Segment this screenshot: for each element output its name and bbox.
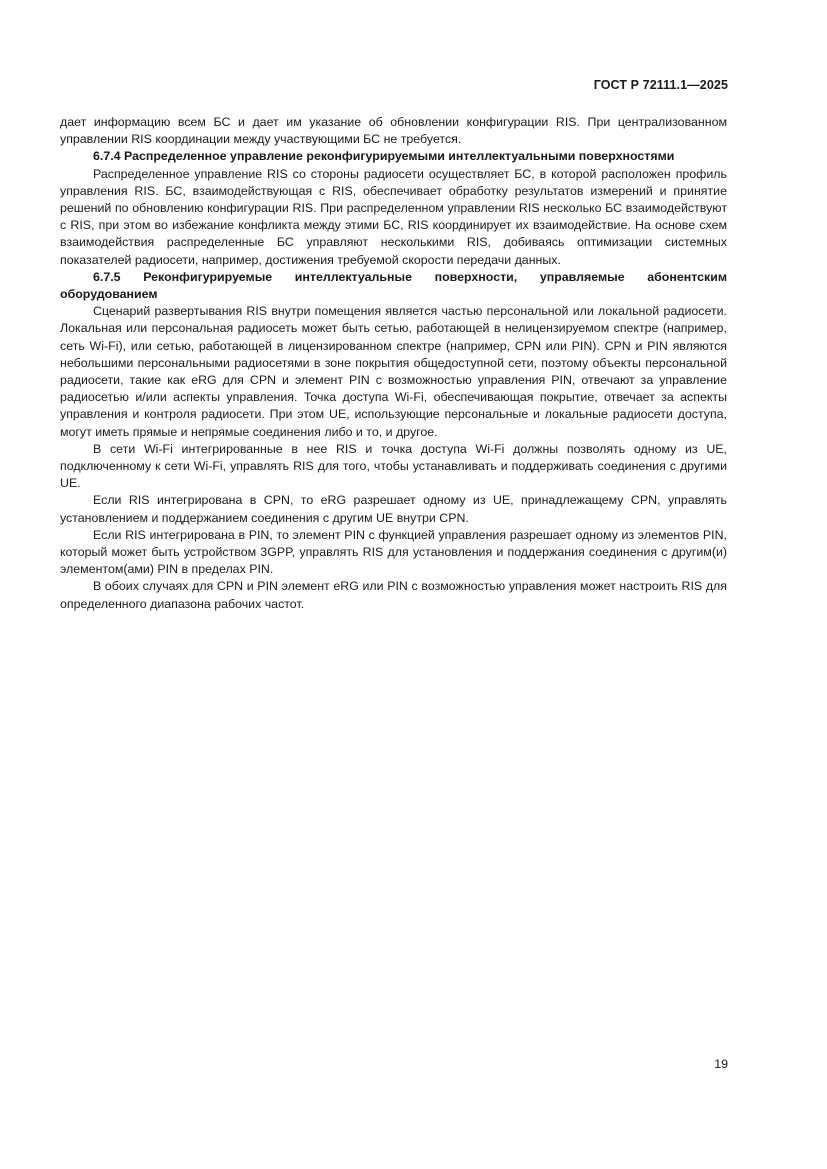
document-body (60, 114, 727, 613)
section-heading-6-7-4: 6.7.4 Распределенное управление реконфигурируемыми интеллектуальными поверхностями (93, 149, 675, 164)
paragraph-6-7-4-1: Распределенное управление RIS со стороны радиосети осуществляет БС, в которой расположен профиль управления RIS. БС, взаимодействующая с RIS, обеспечивает обработку результатов измерений и принятие решений по обновлению конфигурации RIS. При распределенном управлении RIS несколько БС взаимодействуют с RIS, при этом во избежание конфликта между этими БС, RIS координирует их взаимодействие. На основе схем взаимодействия распределенные БС управляют несколькими RIS, добиваясь оптимизации системных показателей радиосети, например, достижения требуемой скорости передачи данных. (60, 166, 727, 267)
document-header-id: ГОСТ Р 72111.1—2025 (593, 78, 728, 92)
page-number: 19 (714, 1057, 728, 1071)
paragraph-6-7-5-2: В сети Wi-Fi интегрированные в нее RIS и точка доступа Wi-Fi должны позволять одному из UE, подключенному к сети Wi-Fi, управлять RIS для того, чтобы устанавливать и поддерживать соединения с другими UE. (60, 441, 727, 491)
paragraph-6-7-5-5: В обоих случаях для CPN и PIN элемент eRG или PIN с возможностью управления может настроить RIS для определенного диапазона рабочих частот. (60, 579, 727, 611)
section-heading-6-7-5: 6.7.5 Реконфигурируемые интеллектуальные поверхности, управляемые абонентским оборудованием (60, 269, 727, 302)
paragraph-intro: дает информацию всем БС и дает им указание об обновлении конфигурации RIS. При централизованном управлении RIS координации между участвующими БС не требуется. (60, 115, 727, 147)
paragraph-6-7-5-1: Сценарий развертывания RIS внутри помещения является частью персональной или локальной радиосети. Локальная или персональная радиосеть может быть сетью, работающей в нелицензируемом спектре (например, сеть Wi-Fi), или сетью, работающей в лицензированном спектре (например, CPN или PIN). CPN и PIN являются небольшими персональными радиосетями в зоне покрытия общедоступной сети, поэтому объекты персональной радиосети, такие как eRG для CPN и элемент PIN с возможностью управления PIN, отвечают за управление радиосетью и/или аспекты управления. Точка доступа Wi-Fi, обеспечивающая покрытие, отвечает за аспекты управления и контроля радиосети. При этом UE, использующие персональные и локальные радиосети доступа, могут иметь прямые и непрямые соединения либо и то, и другое. (60, 304, 727, 439)
paragraph-6-7-5-3: Если RIS интегрирована в CPN, то eRG разрешает одному из UE, принадлежащему CPN, управлять установлением и поддержанием соединения с другим UE внутри CPN. (60, 493, 727, 525)
paragraph-6-7-5-4: Если RIS интегрирована в PIN, то элемент PIN с функцией управления разрешает одному из элементов PIN, который может быть устройством 3GPP, управлять RIS для установления и поддержания соединения с другим(и) элементом(ами) PIN в пределах PIN. (60, 527, 727, 577)
